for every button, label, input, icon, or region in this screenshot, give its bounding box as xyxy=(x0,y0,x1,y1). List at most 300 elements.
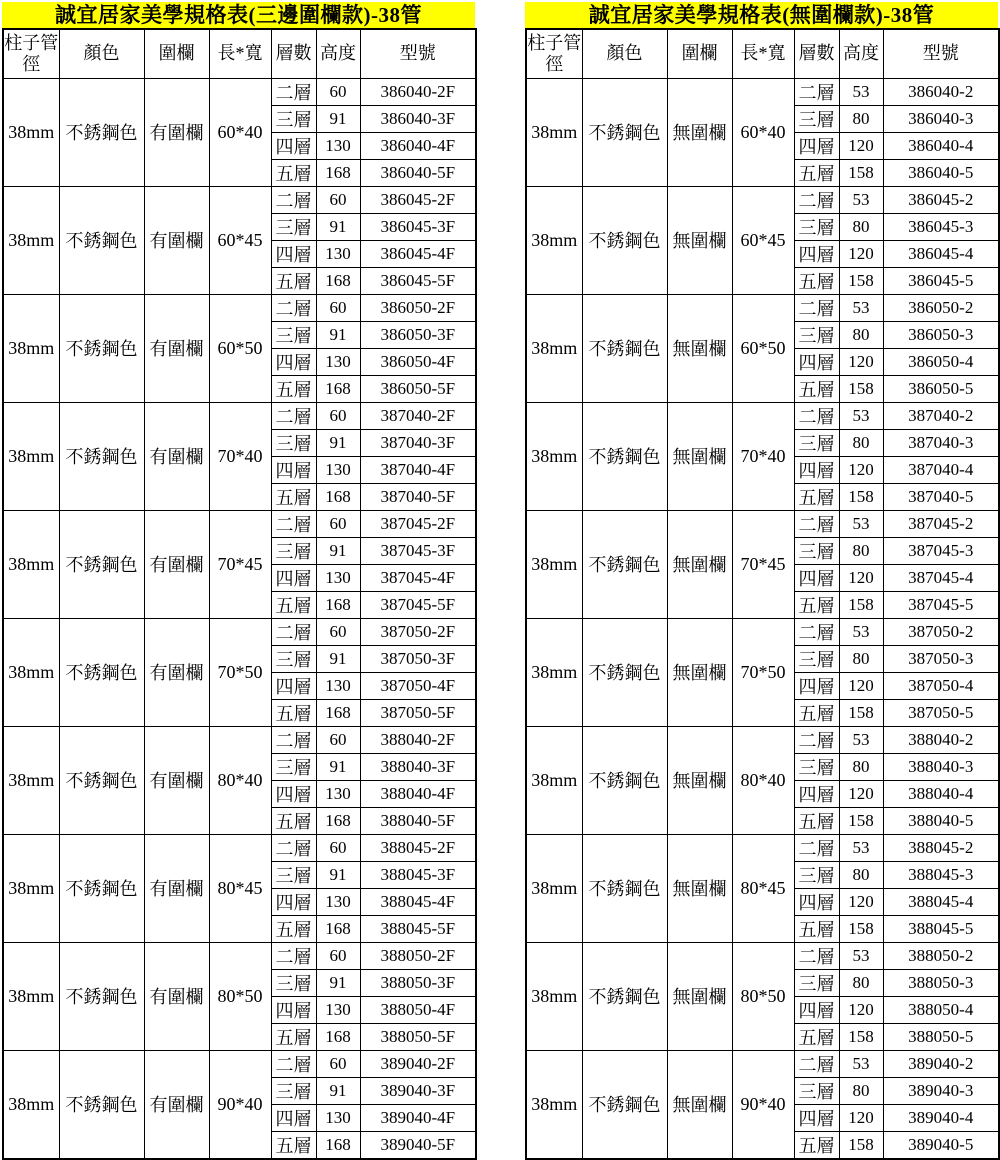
layers-cell: 二層 xyxy=(794,618,839,645)
pipe-diameter-cell: 38mm xyxy=(3,78,59,186)
height-cell: 168 xyxy=(316,699,360,726)
pipe-diameter-cell: 38mm xyxy=(3,726,59,834)
table-row xyxy=(3,186,476,213)
table-row xyxy=(3,618,476,645)
model-cell: 388045-3F xyxy=(360,861,476,888)
height-cell: 91 xyxy=(316,537,360,564)
height-cell: 80 xyxy=(839,321,883,348)
size-cell: 60*40 xyxy=(209,78,271,186)
size-cell: 60*50 xyxy=(209,294,271,402)
model-cell: 388050-3F xyxy=(360,969,476,996)
height-cell: 120 xyxy=(839,456,883,483)
size-cell: 70*50 xyxy=(209,618,271,726)
color-cell: 不銹鋼色 xyxy=(582,618,667,726)
model-cell: 388050-4 xyxy=(883,996,999,1023)
layers-cell: 二層 xyxy=(271,618,316,645)
height-cell: 60 xyxy=(316,78,360,105)
layers-cell: 三層 xyxy=(794,969,839,996)
model-cell: 386045-3F xyxy=(360,213,476,240)
pipe-diameter-cell: 38mm xyxy=(526,510,582,618)
pipe-diameter-cell: 38mm xyxy=(526,294,582,402)
height-cell: 53 xyxy=(839,834,883,861)
height-cell: 158 xyxy=(839,699,883,726)
layers-cell: 四層 xyxy=(794,780,839,807)
color-cell: 不銹鋼色 xyxy=(582,834,667,942)
table-header xyxy=(3,29,476,78)
pipe-diameter-cell: 38mm xyxy=(3,186,59,294)
height-cell: 130 xyxy=(316,132,360,159)
layers-cell: 五層 xyxy=(794,159,839,186)
size-cell: 80*40 xyxy=(209,726,271,834)
height-cell: 158 xyxy=(839,591,883,618)
color-cell: 不銹鋼色 xyxy=(59,78,144,186)
model-cell: 387050-5 xyxy=(883,699,999,726)
height-cell: 158 xyxy=(839,483,883,510)
height-cell: 120 xyxy=(839,1104,883,1131)
model-cell: 389040-2F xyxy=(360,1050,476,1077)
table-row xyxy=(3,834,476,861)
model-cell: 388040-4 xyxy=(883,780,999,807)
height-cell: 53 xyxy=(839,726,883,753)
height-cell: 60 xyxy=(316,294,360,321)
color-cell: 不銹鋼色 xyxy=(59,186,144,294)
size-cell: 80*45 xyxy=(209,834,271,942)
layers-cell: 二層 xyxy=(271,834,316,861)
layers-cell: 二層 xyxy=(271,510,316,537)
layers-cell: 二層 xyxy=(794,726,839,753)
fence-cell: 有圍欄 xyxy=(144,726,209,834)
model-cell: 388050-2F xyxy=(360,942,476,969)
height-cell: 120 xyxy=(839,672,883,699)
height-cell: 60 xyxy=(316,618,360,645)
height-cell: 80 xyxy=(839,213,883,240)
fence-cell: 無圍欄 xyxy=(667,294,732,402)
height-cell: 91 xyxy=(316,645,360,672)
color-cell: 不銹鋼色 xyxy=(59,1050,144,1159)
layers-cell: 二層 xyxy=(271,186,316,213)
model-cell: 387045-2 xyxy=(883,510,999,537)
model-cell: 387040-5 xyxy=(883,483,999,510)
height-cell: 53 xyxy=(839,1050,883,1077)
model-cell: 386050-4F xyxy=(360,348,476,375)
header-color: 顏色 xyxy=(59,29,144,78)
fence-cell: 有圍欄 xyxy=(144,186,209,294)
height-cell: 60 xyxy=(316,186,360,213)
pipe-diameter-cell: 38mm xyxy=(526,1050,582,1159)
height-cell: 80 xyxy=(839,429,883,456)
table-title: 誠宜居家美學規格表(無圍欄款)-38管 xyxy=(525,2,998,28)
model-cell: 388045-2F xyxy=(360,834,476,861)
height-cell: 60 xyxy=(316,510,360,537)
table-row xyxy=(526,618,999,645)
fence-cell: 有圍欄 xyxy=(144,294,209,402)
size-cell: 80*50 xyxy=(732,942,794,1050)
height-cell: 130 xyxy=(316,456,360,483)
model-cell: 386040-4 xyxy=(883,132,999,159)
layers-cell: 二層 xyxy=(794,942,839,969)
spec-grid xyxy=(2,28,477,1160)
model-cell: 387050-4 xyxy=(883,672,999,699)
height-cell: 60 xyxy=(316,1050,360,1077)
fence-cell: 無圍欄 xyxy=(667,1050,732,1159)
height-cell: 80 xyxy=(839,537,883,564)
model-cell: 389040-2 xyxy=(883,1050,999,1077)
pipe-diameter-cell: 38mm xyxy=(526,942,582,1050)
model-cell: 389040-5F xyxy=(360,1131,476,1159)
height-cell: 130 xyxy=(316,888,360,915)
fence-cell: 有圍欄 xyxy=(144,510,209,618)
model-cell: 388040-2F xyxy=(360,726,476,753)
layers-cell: 三層 xyxy=(271,321,316,348)
layers-cell: 四層 xyxy=(794,348,839,375)
height-cell: 120 xyxy=(839,564,883,591)
height-cell: 168 xyxy=(316,1023,360,1050)
layers-cell: 二層 xyxy=(794,834,839,861)
layers-cell: 二層 xyxy=(271,1050,316,1077)
fence-cell: 無圍欄 xyxy=(667,726,732,834)
model-cell: 387045-3F xyxy=(360,537,476,564)
table-row xyxy=(3,1050,476,1077)
model-cell: 388040-2 xyxy=(883,726,999,753)
layers-cell: 五層 xyxy=(271,159,316,186)
size-cell: 60*45 xyxy=(209,186,271,294)
model-cell: 387045-2F xyxy=(360,510,476,537)
table-body xyxy=(3,78,476,1159)
layers-cell: 四層 xyxy=(271,1104,316,1131)
layers-cell: 五層 xyxy=(271,915,316,942)
height-cell: 158 xyxy=(839,807,883,834)
fence-cell: 有圍欄 xyxy=(144,618,209,726)
size-cell: 60*50 xyxy=(732,294,794,402)
size-cell: 90*40 xyxy=(732,1050,794,1159)
pipe-diameter-cell: 38mm xyxy=(526,834,582,942)
model-cell: 386045-3 xyxy=(883,213,999,240)
model-cell: 388045-5F xyxy=(360,915,476,942)
model-cell: 387040-3F xyxy=(360,429,476,456)
model-cell: 387050-4F xyxy=(360,672,476,699)
model-cell: 388050-2 xyxy=(883,942,999,969)
color-cell: 不銹鋼色 xyxy=(59,618,144,726)
height-cell: 80 xyxy=(839,645,883,672)
height-cell: 91 xyxy=(316,213,360,240)
height-cell: 130 xyxy=(316,564,360,591)
model-cell: 386040-2F xyxy=(360,78,476,105)
layers-cell: 五層 xyxy=(794,915,839,942)
model-cell: 388045-5 xyxy=(883,915,999,942)
height-cell: 120 xyxy=(839,240,883,267)
model-cell: 387050-5F xyxy=(360,699,476,726)
layers-cell: 四層 xyxy=(794,564,839,591)
model-cell: 389040-4F xyxy=(360,1104,476,1131)
layers-cell: 四層 xyxy=(794,1104,839,1131)
header-layers: 層數 xyxy=(794,29,839,78)
size-cell: 60*40 xyxy=(732,78,794,186)
color-cell: 不銹鋼色 xyxy=(59,834,144,942)
height-cell: 91 xyxy=(316,1077,360,1104)
layers-cell: 四層 xyxy=(271,996,316,1023)
layers-cell: 四層 xyxy=(271,240,316,267)
table-header xyxy=(526,29,999,78)
fence-cell: 無圍欄 xyxy=(667,510,732,618)
model-cell: 386040-3 xyxy=(883,105,999,132)
model-cell: 388040-5 xyxy=(883,807,999,834)
model-cell: 386050-4 xyxy=(883,348,999,375)
header-model: 型號 xyxy=(360,29,476,78)
model-cell: 387050-3F xyxy=(360,645,476,672)
model-cell: 386050-5F xyxy=(360,375,476,402)
pipe-diameter-cell: 38mm xyxy=(3,294,59,402)
height-cell: 158 xyxy=(839,1023,883,1050)
header-size: 長*寬 xyxy=(209,29,271,78)
layers-cell: 三層 xyxy=(794,429,839,456)
height-cell: 168 xyxy=(316,483,360,510)
model-cell: 388040-5F xyxy=(360,807,476,834)
height-cell: 158 xyxy=(839,267,883,294)
layers-cell: 五層 xyxy=(271,483,316,510)
color-cell: 不銹鋼色 xyxy=(59,510,144,618)
model-cell: 388045-2 xyxy=(883,834,999,861)
layers-cell: 三層 xyxy=(794,213,839,240)
pipe-diameter-cell: 38mm xyxy=(526,78,582,186)
height-cell: 60 xyxy=(316,402,360,429)
height-cell: 120 xyxy=(839,132,883,159)
layers-cell: 三層 xyxy=(794,753,839,780)
size-cell: 80*50 xyxy=(209,942,271,1050)
height-cell: 120 xyxy=(839,996,883,1023)
height-cell: 158 xyxy=(839,1131,883,1159)
layers-cell: 三層 xyxy=(794,645,839,672)
layers-cell: 四層 xyxy=(271,456,316,483)
height-cell: 80 xyxy=(839,1077,883,1104)
height-cell: 168 xyxy=(316,375,360,402)
size-cell: 80*45 xyxy=(732,834,794,942)
layers-cell: 二層 xyxy=(271,402,316,429)
model-cell: 389040-3F xyxy=(360,1077,476,1104)
model-cell: 387050-2F xyxy=(360,618,476,645)
height-cell: 53 xyxy=(839,294,883,321)
model-cell: 387040-4 xyxy=(883,456,999,483)
header-fence: 圍欄 xyxy=(667,29,732,78)
height-cell: 130 xyxy=(316,348,360,375)
size-cell: 70*40 xyxy=(209,402,271,510)
height-cell: 91 xyxy=(316,321,360,348)
table-row xyxy=(526,78,999,105)
height-cell: 53 xyxy=(839,942,883,969)
height-cell: 158 xyxy=(839,159,883,186)
table-row xyxy=(526,294,999,321)
height-cell: 80 xyxy=(839,861,883,888)
height-cell: 168 xyxy=(316,159,360,186)
model-cell: 388050-4F xyxy=(360,996,476,1023)
layers-cell: 四層 xyxy=(271,132,316,159)
height-cell: 168 xyxy=(316,267,360,294)
spec-table-no-fence xyxy=(525,2,998,1160)
height-cell: 80 xyxy=(839,105,883,132)
model-cell: 386040-5F xyxy=(360,159,476,186)
layers-cell: 二層 xyxy=(794,78,839,105)
height-cell: 120 xyxy=(839,780,883,807)
layers-cell: 五層 xyxy=(271,699,316,726)
height-cell: 91 xyxy=(316,753,360,780)
color-cell: 不銹鋼色 xyxy=(582,510,667,618)
layers-cell: 五層 xyxy=(794,807,839,834)
table-body xyxy=(526,78,999,1159)
model-cell: 386045-2 xyxy=(883,186,999,213)
size-cell: 70*40 xyxy=(732,402,794,510)
height-cell: 53 xyxy=(839,186,883,213)
pipe-diameter-cell: 38mm xyxy=(3,1050,59,1159)
height-cell: 53 xyxy=(839,510,883,537)
header-size: 長*寬 xyxy=(732,29,794,78)
layers-cell: 三層 xyxy=(794,537,839,564)
table-row xyxy=(526,726,999,753)
model-cell: 387045-3 xyxy=(883,537,999,564)
model-cell: 388040-3 xyxy=(883,753,999,780)
fence-cell: 無圍欄 xyxy=(667,78,732,186)
model-cell: 387040-3 xyxy=(883,429,999,456)
height-cell: 168 xyxy=(316,591,360,618)
layers-cell: 三層 xyxy=(794,105,839,132)
layers-cell: 四層 xyxy=(271,780,316,807)
model-cell: 386040-2 xyxy=(883,78,999,105)
layers-cell: 三層 xyxy=(271,537,316,564)
layers-cell: 二層 xyxy=(794,402,839,429)
height-cell: 130 xyxy=(316,780,360,807)
layers-cell: 三層 xyxy=(271,969,316,996)
layers-cell: 二層 xyxy=(794,510,839,537)
model-cell: 387045-5F xyxy=(360,591,476,618)
layers-cell: 五層 xyxy=(794,699,839,726)
model-cell: 388040-3F xyxy=(360,753,476,780)
height-cell: 158 xyxy=(839,915,883,942)
model-cell: 386050-3 xyxy=(883,321,999,348)
fence-cell: 無圍欄 xyxy=(667,402,732,510)
fence-cell: 有圍欄 xyxy=(144,942,209,1050)
model-cell: 386050-5 xyxy=(883,375,999,402)
table-row xyxy=(3,402,476,429)
height-cell: 168 xyxy=(316,1131,360,1159)
fence-cell: 無圍欄 xyxy=(667,186,732,294)
header-fence: 圍欄 xyxy=(144,29,209,78)
height-cell: 120 xyxy=(839,348,883,375)
table-row xyxy=(526,510,999,537)
layers-cell: 五層 xyxy=(271,375,316,402)
size-cell: 90*40 xyxy=(209,1050,271,1159)
header-row xyxy=(526,29,999,78)
fence-cell: 有圍欄 xyxy=(144,1050,209,1159)
table-row xyxy=(526,186,999,213)
model-cell: 387045-4F xyxy=(360,564,476,591)
layers-cell: 三層 xyxy=(794,1077,839,1104)
fence-cell: 無圍欄 xyxy=(667,942,732,1050)
height-cell: 130 xyxy=(316,996,360,1023)
color-cell: 不銹鋼色 xyxy=(59,294,144,402)
height-cell: 91 xyxy=(316,969,360,996)
model-cell: 387050-2 xyxy=(883,618,999,645)
table-row xyxy=(526,1050,999,1077)
layers-cell: 二層 xyxy=(271,78,316,105)
header-height: 高度 xyxy=(316,29,360,78)
height-cell: 168 xyxy=(316,807,360,834)
color-cell: 不銹鋼色 xyxy=(582,402,667,510)
layers-cell: 五層 xyxy=(794,1131,839,1159)
color-cell: 不銹鋼色 xyxy=(59,726,144,834)
color-cell: 不銹鋼色 xyxy=(582,294,667,402)
height-cell: 91 xyxy=(316,429,360,456)
table-row xyxy=(3,78,476,105)
pipe-diameter-cell: 38mm xyxy=(3,510,59,618)
model-cell: 386050-3F xyxy=(360,321,476,348)
height-cell: 168 xyxy=(316,915,360,942)
layers-cell: 五層 xyxy=(271,1023,316,1050)
size-cell: 70*50 xyxy=(732,618,794,726)
layers-cell: 五層 xyxy=(271,1131,316,1159)
layers-cell: 五層 xyxy=(271,807,316,834)
layers-cell: 二層 xyxy=(794,1050,839,1077)
fence-cell: 無圍欄 xyxy=(667,834,732,942)
model-cell: 386040-5 xyxy=(883,159,999,186)
header-row xyxy=(3,29,476,78)
header-model: 型號 xyxy=(883,29,999,78)
model-cell: 386045-4F xyxy=(360,240,476,267)
header-pipe-diameter: 柱子管徑 xyxy=(3,29,59,78)
pipe-diameter-cell: 38mm xyxy=(526,186,582,294)
height-cell: 120 xyxy=(839,888,883,915)
model-cell: 388050-5 xyxy=(883,1023,999,1050)
layers-cell: 二層 xyxy=(794,186,839,213)
height-cell: 130 xyxy=(316,240,360,267)
layers-cell: 三層 xyxy=(794,321,839,348)
model-cell: 387045-5 xyxy=(883,591,999,618)
height-cell: 60 xyxy=(316,726,360,753)
header-pipe-diameter: 柱子管徑 xyxy=(526,29,582,78)
size-cell: 70*45 xyxy=(209,510,271,618)
model-cell: 388045-4F xyxy=(360,888,476,915)
color-cell: 不銹鋼色 xyxy=(582,1050,667,1159)
table-row xyxy=(3,726,476,753)
pipe-diameter-cell: 38mm xyxy=(3,834,59,942)
height-cell: 91 xyxy=(316,861,360,888)
layers-cell: 四層 xyxy=(271,672,316,699)
layers-cell: 四層 xyxy=(794,996,839,1023)
model-cell: 386050-2 xyxy=(883,294,999,321)
table-row xyxy=(3,294,476,321)
fence-cell: 有圍欄 xyxy=(144,834,209,942)
model-cell: 386045-4 xyxy=(883,240,999,267)
model-cell: 388050-5F xyxy=(360,1023,476,1050)
table-row xyxy=(526,942,999,969)
color-cell: 不銹鋼色 xyxy=(59,402,144,510)
layers-cell: 五層 xyxy=(271,591,316,618)
layers-cell: 四層 xyxy=(794,672,839,699)
layers-cell: 二層 xyxy=(271,726,316,753)
table-row xyxy=(526,402,999,429)
model-cell: 388045-3 xyxy=(883,861,999,888)
pipe-diameter-cell: 38mm xyxy=(526,618,582,726)
layers-cell: 二層 xyxy=(271,942,316,969)
height-cell: 53 xyxy=(839,618,883,645)
model-cell: 386050-2F xyxy=(360,294,476,321)
pipe-diameter-cell: 38mm xyxy=(3,618,59,726)
fence-cell: 無圍欄 xyxy=(667,618,732,726)
pipe-diameter-cell: 38mm xyxy=(526,402,582,510)
layers-cell: 四層 xyxy=(271,888,316,915)
header-height: 高度 xyxy=(839,29,883,78)
model-cell: 389040-5 xyxy=(883,1131,999,1159)
fence-cell: 有圍欄 xyxy=(144,402,209,510)
layers-cell: 五層 xyxy=(794,1023,839,1050)
layers-cell: 五層 xyxy=(794,375,839,402)
